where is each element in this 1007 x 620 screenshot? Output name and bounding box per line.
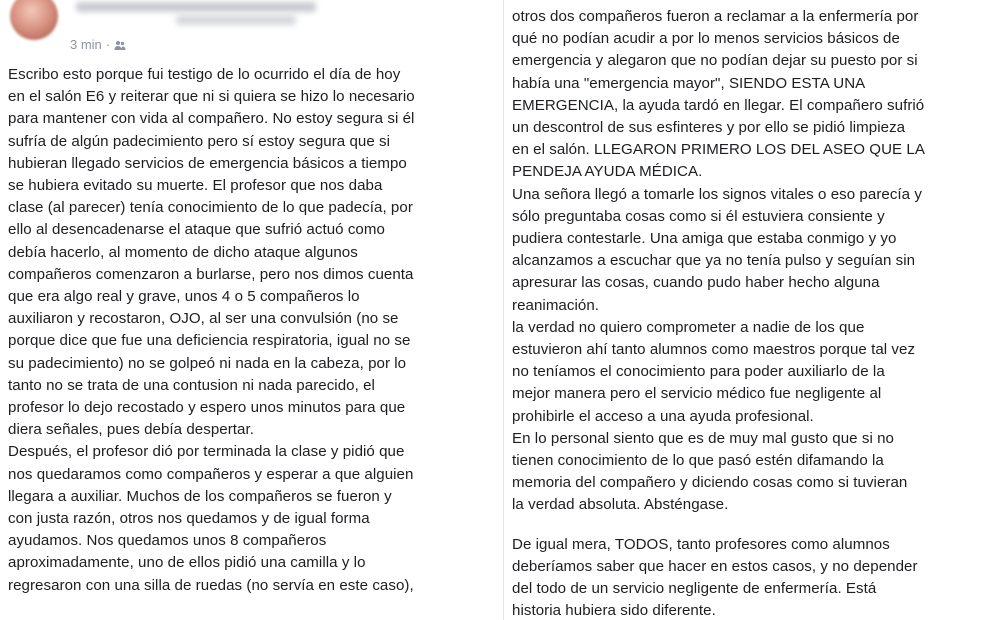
post-body-right — [512, 6, 1002, 620]
post-paragraph: Una señora llegó a tomarle los signos vitales o eso parecía y sólo preguntaba cosas como si él estuviera consiente y pudiera contestarle. Una amiga que estaba conmigo y yo alcanzamos a escuchar que ya no tenía pulso y seguían sin apresurar las cosas, cuando pudo haber hecho alguna reanimación. — [512, 185, 922, 314]
post-body-left — [8, 64, 498, 597]
avatar[interactable] — [10, 0, 58, 40]
post-left-column — [0, 0, 503, 620]
paragraph-gap — [512, 517, 1002, 534]
post-paragraph: Después, el profesor dió por terminada la clase y pidió que nos quedaramos como compañeros y esperar a que alguien llegara a auxiliar. Muchos de los compañeros se fueron y con justa razón, otros nos quedamos y de igual forma ayudamos. Nos quedamos unos 8 compañeros aproximadamente, uno de ellos pidió una camilla y lo regresaron con una silla de ruedas (no servía en este caso), — [8, 443, 414, 594]
post-paragraph: otros dos compañeros fueron a reclamar a la enfermería por qué no podían acudir a por lo menos servicios básicos de emergencia y alegaron que no podían dejar su puesto por si había una "emergencia mayor", SIENDO ESTA UNA EMERGENCIA, la ayuda tardó en llegar. El compañero sufrió un descontrol de sus esfinteres y por ello se pidió limpieza en el salón. LLEGARON PRIMERO LOS DEL ASEO QUE LA PENDEJA AYUDA MÉDICA. — [512, 8, 925, 181]
post-paragraph: De igual mera, TODOS, tanto profesores como alumnos deberíamos saber que hacer en estos casos, y no depender del todo de un servicio negligente de enfermería. Está historia hubiera sido diferente. — [512, 535, 918, 620]
post-paragraph: En lo personal siento que es de muy mal gusto que si no tienen conocimiento de lo que pasó estén difamando la memoria del compañero y diciendo cosas como si tuvieran la verdad absoluta. Absténgase. — [512, 429, 908, 514]
post-timestamp[interactable]: 3 min — [70, 37, 102, 52]
post-paragraph: la verdad no quiero comprometer a nadie de los que estuvieron ahí tanto alumnos como maestros porque tal vez no teníamos el conocimiento para poder auxiliarlo de la mejor manera pero el servicio médico fue negligente al prohibirle el acceso a una ayuda profesional. — [512, 318, 916, 425]
group-icon[interactable] — [114, 39, 126, 50]
post-meta — [70, 37, 126, 52]
bottom-fade — [0, 610, 503, 620]
group-name-redacted[interactable] — [176, 15, 296, 25]
post-paragraph: Escribo esto porque fui testigo de lo ocurrido el día de hoy en el salón E6 y reiterar que ni si quiera se hizo lo necesario para mantener con vida al compañero. No estoy segura si él sufría de algún padecimiento pero sí estoy segura que si hubieran llegado servicios de emergencia básicos a tiempo se hubiera evitado su muerte. El profesor que nos daba clase (al parecer) tenía conocimiento de lo que padecía, por ello al desencadenarse el ataque que sufrió actuó como debía hacerlo, al momento de dicho ataque algunos compañeros comenzaron a burlarse, pero nos dimos cuenta que era algo real y grave, unos 4 o 5 compañeros lo auxiliaron y recostaron, OJO, al ser una convulsión (no se porque dice que fue una deficiencia respiratoria, igual no se su padecimiento) no se golpeó ni nada en la cabeza, por lo tanto no se trata de una contusion ni nada parecido, el profesor lo dejo recostado y espero unos minutos para que diera señales, pues debía despertar. — [8, 66, 415, 439]
post-right-column — [503, 0, 1007, 620]
author-name-redacted[interactable] — [76, 2, 316, 12]
meta-separator: · — [105, 37, 111, 52]
